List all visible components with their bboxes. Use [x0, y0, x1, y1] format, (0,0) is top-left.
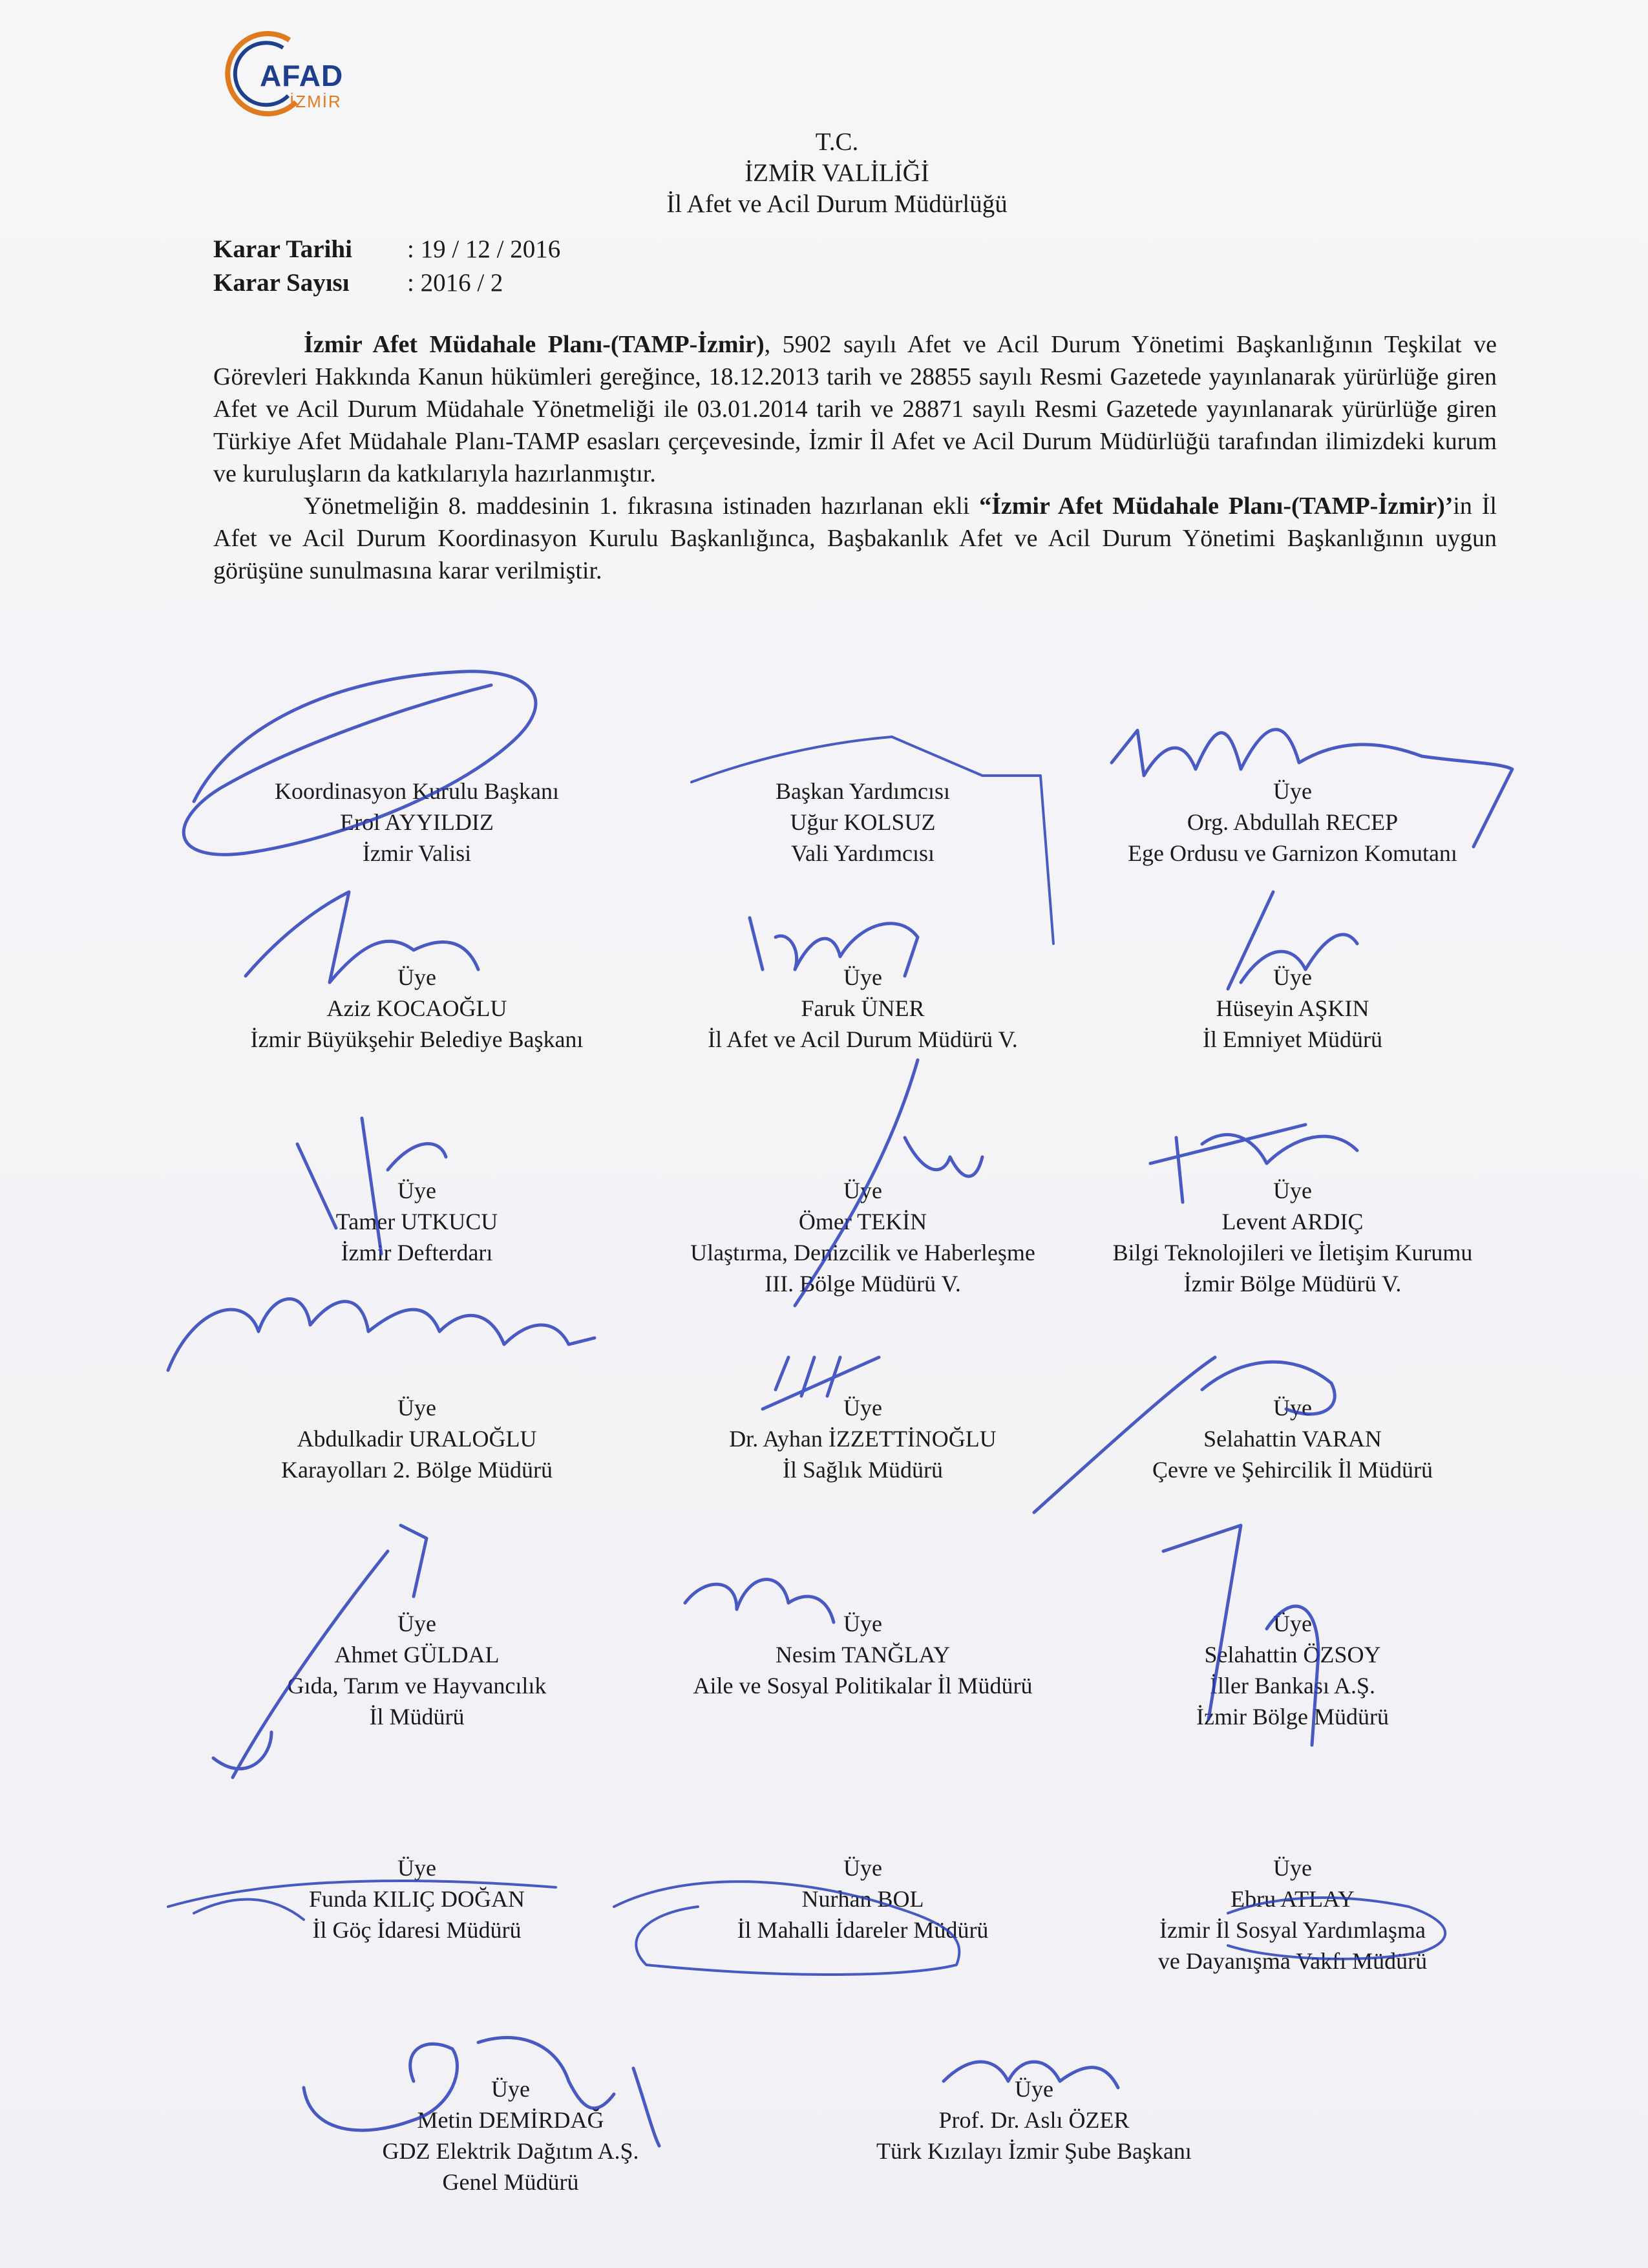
- header-line-tc: T.C.: [815, 128, 859, 156]
- signatory-16-line-0: Üye: [843, 1855, 882, 1881]
- signatory-8-line-0: Üye: [1273, 1178, 1312, 1203]
- signatory-14-line-2: İller Bankası A.Ş.: [1210, 1673, 1375, 1699]
- body-paragraph-2: [213, 490, 1497, 587]
- signatory-16-line-1: Nurhan BOL: [801, 1886, 924, 1912]
- decision-date-value: : 19 / 12 / 2016: [407, 235, 561, 263]
- signatory-8: [1028, 1175, 1558, 1299]
- signatory-2-line-1: Org. Abdullah RECEP: [1187, 809, 1399, 835]
- signatory-17-line-1: Ebru ATLAY: [1231, 1886, 1355, 1912]
- signatory-17: [1028, 1852, 1558, 1977]
- signatory-13-line-1: Nesim TANĞLAY: [775, 1642, 951, 1668]
- decision-info: [213, 233, 560, 300]
- decision-number-value: : 2016 / 2: [407, 269, 503, 297]
- signatory-17-line-0: Üye: [1273, 1855, 1312, 1881]
- signatory-0-line-0: Koordinasyon Kurulu Başkanı: [275, 778, 559, 804]
- signatory-18: [246, 2073, 776, 2198]
- logo-text-afad: AFAD: [260, 59, 344, 92]
- logo-text-izmir: İZMİR: [290, 92, 342, 111]
- signatory-19: [769, 2073, 1299, 2167]
- signatory-6-line-2: İzmir Defterdarı: [341, 1240, 493, 1266]
- signatory-13-line-2: Aile ve Sosyal Politikalar İl Müdürü: [693, 1673, 1033, 1699]
- signatory-1-line-1: Uğur KOLSUZ: [790, 809, 936, 835]
- signatory-17-line-2: İzmir İl Sosyal Yardımlaşma: [1159, 1917, 1426, 1943]
- signatory-0-line-1: Erol AYYILDIZ: [340, 809, 494, 835]
- signatory-4-line-0: Üye: [843, 964, 882, 990]
- signatory-4-line-1: Faruk ÜNER: [801, 995, 925, 1021]
- signatory-3-line-0: Üye: [397, 964, 436, 990]
- signatory-15-line-0: Üye: [397, 1855, 436, 1881]
- signatory-12-line-1: Ahmet GÜLDAL: [334, 1642, 500, 1668]
- signatory-6-line-1: Tamer UTKUCU: [335, 1209, 498, 1235]
- signatory-8-line-1: Levent ARDIÇ: [1221, 1209, 1364, 1235]
- signatory-10-line-1: Dr. Ayhan İZZETTİNOĞLU: [729, 1426, 997, 1452]
- signatory-12-line-3: İl Müdürü: [369, 1704, 465, 1730]
- decision-date-row: [213, 233, 560, 266]
- signatory-5: [1028, 962, 1558, 1055]
- signatory-2-line-2: Ege Ordusu ve Garnizon Komutanı: [1128, 840, 1457, 866]
- body-paragraph-1: [213, 328, 1497, 490]
- signatory-7-line-1: Ömer TEKİN: [798, 1209, 927, 1235]
- signatory-10-line-2: İl Sağlık Müdürü: [783, 1457, 943, 1483]
- signatory-3-line-2: İzmir Büyükşehir Belediye Başkanı: [250, 1026, 584, 1052]
- signatory-12-line-0: Üye: [397, 1611, 436, 1637]
- signatory-3-line-1: Aziz KOCAOĞLU: [326, 995, 507, 1021]
- signatory-14-line-0: Üye: [1273, 1611, 1312, 1637]
- document-header: [0, 127, 1648, 220]
- decision-body: [213, 328, 1497, 587]
- signatory-7-line-2: Ulaştırma, Denizcilik ve Haberleşme: [690, 1240, 1035, 1266]
- afad-izmir-logo: [213, 26, 344, 123]
- signatory-1-line-0: Başkan Yardımcısı: [776, 778, 950, 804]
- body-paragraph-2-text: in İl Afet ve Acil Durum Koordinasyon Kurulu Başkanlığınca, Başbakanlık Afet ve Acil Durum Yönetimi Başkanlığının uygun görüşüne sunulmasına karar verilmiştir.: [213, 493, 1497, 584]
- signatory-12-line-2: Gıda, Tarım ve Hayvancılık: [287, 1673, 547, 1699]
- signatory-2-line-0: Üye: [1273, 778, 1312, 804]
- signatory-9-line-2: Karayolları 2. Bölge Müdürü: [281, 1457, 553, 1483]
- signatory-9-line-0: Üye: [397, 1395, 436, 1421]
- signatory-2: [1028, 776, 1558, 869]
- signatory-15-line-1: Funda KILIÇ DOĞAN: [309, 1886, 525, 1912]
- signatory-9-line-1: Abdulkadir URALOĞLU: [297, 1426, 537, 1452]
- signatory-11: [1028, 1392, 1558, 1485]
- signatory-15-line-2: İl Göç İdaresi Müdürü: [312, 1917, 522, 1943]
- body-paragraph-2-bold: “İzmir Afet Müdahale Planı-(TAMP-İzmir)’: [979, 493, 1453, 520]
- signatory-5-line-2: İl Emniyet Müdürü: [1203, 1026, 1382, 1052]
- signatory-19-line-2: Türk Kızılayı İzmir Şube Başkanı: [876, 2138, 1192, 2164]
- signatory-10-line-0: Üye: [843, 1395, 882, 1421]
- signatory-4-line-2: İl Afet ve Acil Durum Müdürü V.: [708, 1026, 1018, 1052]
- signatory-11-line-0: Üye: [1273, 1395, 1312, 1421]
- signatory-17-line-3: ve Dayanışma Vakfı Müdürü: [1157, 1948, 1428, 1974]
- body-paragraph-1-text: , 5902 sayılı Afet ve Acil Durum Yönetimi Başkanlığının Teşkilat ve Görevleri Hakkında Kanun hükümleri gereğince, 18.12.2013 tarih ve 28855 sayılı Resmi Gazetede yayınlanarak yürürlüğe giren Afet ve Acil Durum Müdahale Yönetmeliği ile 03.01.2014 tarih ve 28871 sayılı Resmi Gazetede yayınlanarak yürürlüğe giren Türkiye Afet Müdahale Planı-TAMP esasları çerçevesinde, İzmir İl Afet ve Acil Durum Müdürlüğü tarafından ilimizdeki kurum ve kuruluşların da katkılarıyla hazırlanmıştır.: [213, 331, 1497, 487]
- signatory-7-line-0: Üye: [843, 1178, 882, 1203]
- signatory-18-line-0: Üye: [491, 2076, 530, 2102]
- signatory-8-line-2: Bilgi Teknolojileri ve İletişim Kurumu: [1112, 1240, 1473, 1266]
- signatory-16-line-2: İl Mahalli İdareler Müdürü: [737, 1917, 989, 1943]
- signatory-0-line-2: İzmir Valisi: [362, 840, 472, 866]
- decision-date-label: Karar Tarihi: [213, 235, 352, 263]
- signatory-7-line-3: III. Bölge Müdürü V.: [765, 1271, 961, 1297]
- header-line-directorate: İl Afet ve Acil Durum Müdürlüğü: [666, 190, 1008, 218]
- decision-number-row: [213, 266, 560, 300]
- signatory-13-line-0: Üye: [843, 1611, 882, 1637]
- signatory-19-line-1: Prof. Dr. Aslı ÖZER: [938, 2107, 1130, 2133]
- signatory-5-line-0: Üye: [1273, 964, 1312, 990]
- signatory-6-line-0: Üye: [397, 1178, 436, 1203]
- header-line-governorship: İZMİR VALİLİĞİ: [745, 159, 929, 187]
- signatory-1-line-2: Vali Yardımcısı: [790, 840, 935, 866]
- signatory-5-line-1: Hüseyin AŞKIN: [1216, 995, 1369, 1021]
- signatory-11-line-2: Çevre ve Şehircilik İl Müdürü: [1152, 1457, 1433, 1483]
- signatory-11-line-1: Selahattin VARAN: [1203, 1426, 1382, 1452]
- signatory-18-line-2: GDZ Elektrik Dağıtım A.Ş.: [382, 2138, 639, 2164]
- signatory-18-line-3: Genel Müdürü: [442, 2169, 579, 2195]
- signatory-18-line-1: Metin DEMİRDAĞ: [417, 2107, 604, 2133]
- signatory-14-line-1: Selahattin ÖZSOY: [1204, 1642, 1381, 1668]
- signature-mark-9: [168, 1299, 595, 1370]
- signatory-14: [1028, 1608, 1558, 1732]
- body-paragraph-1-bold: İzmir Afet Müdahale Planı-(TAMP-İzmir): [304, 331, 765, 358]
- signatory-14-line-3: İzmir Bölge Müdürü: [1196, 1704, 1389, 1730]
- decision-number-label: Karar Sayısı: [213, 269, 350, 297]
- signatory-8-line-3: İzmir Bölge Müdürü V.: [1183, 1271, 1402, 1297]
- signatory-19-line-0: Üye: [1015, 2076, 1053, 2102]
- body-paragraph-2-start: Yönetmeliğin 8. maddesinin 1. fıkrasına istinaden hazırlanan ekli: [304, 493, 980, 520]
